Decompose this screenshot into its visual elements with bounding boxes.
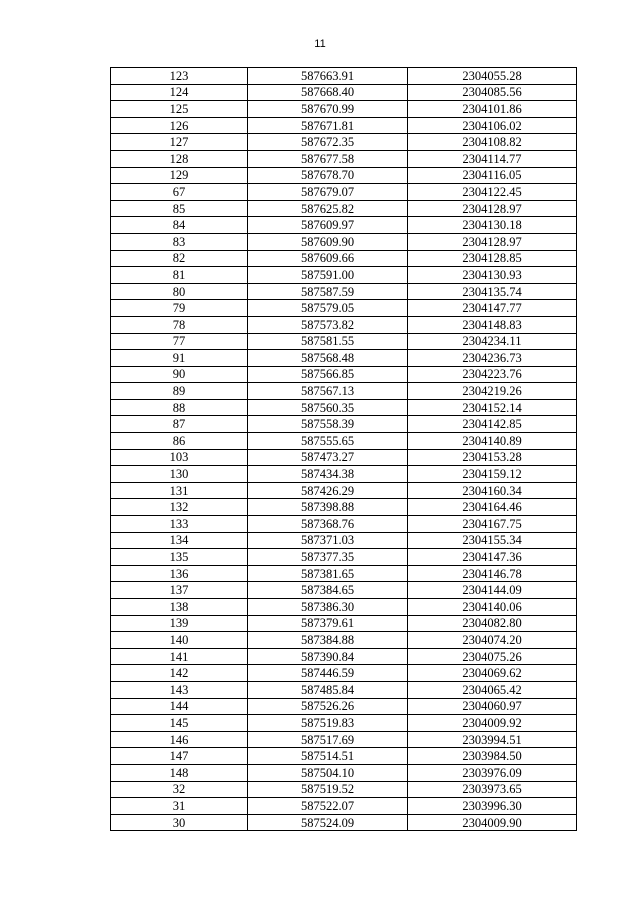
y-coordinate-cell: 2304160.34 xyxy=(408,482,577,499)
point-number-cell: 129 xyxy=(111,167,248,184)
y-coordinate-cell: 2304167.75 xyxy=(408,516,577,533)
point-number-cell: 31 xyxy=(111,798,248,815)
point-number-cell: 30 xyxy=(111,814,248,831)
x-coordinate-cell: 587379.61 xyxy=(248,615,408,632)
table-row xyxy=(111,350,577,367)
table-row xyxy=(111,466,577,483)
table-row xyxy=(111,366,577,383)
table-row xyxy=(111,300,577,317)
x-coordinate-cell: 587668.40 xyxy=(248,84,408,101)
point-number-cell: 147 xyxy=(111,748,248,765)
y-coordinate-cell: 2304116.05 xyxy=(408,167,577,184)
table-row xyxy=(111,582,577,599)
table-row xyxy=(111,516,577,533)
table-row xyxy=(111,482,577,499)
y-coordinate-cell: 2303976.09 xyxy=(408,764,577,781)
table-row xyxy=(111,798,577,815)
y-coordinate-cell: 2304065.42 xyxy=(408,681,577,698)
x-coordinate-cell: 587473.27 xyxy=(248,449,408,466)
y-coordinate-cell: 2304075.26 xyxy=(408,648,577,665)
table-row xyxy=(111,134,577,151)
y-coordinate-cell: 2304236.73 xyxy=(408,350,577,367)
x-coordinate-cell: 587485.84 xyxy=(248,681,408,698)
x-coordinate-cell: 587609.97 xyxy=(248,217,408,234)
point-number-cell: 136 xyxy=(111,565,248,582)
point-number-cell: 134 xyxy=(111,532,248,549)
x-coordinate-cell: 587672.35 xyxy=(248,134,408,151)
point-number-cell: 77 xyxy=(111,333,248,350)
point-number-cell: 143 xyxy=(111,681,248,698)
table-row xyxy=(111,101,577,118)
point-number-cell: 90 xyxy=(111,366,248,383)
point-number-cell: 89 xyxy=(111,383,248,400)
table-row xyxy=(111,632,577,649)
point-number-cell: 32 xyxy=(111,781,248,798)
point-number-cell: 138 xyxy=(111,599,248,616)
table-row xyxy=(111,333,577,350)
table-row xyxy=(111,283,577,300)
point-number-cell: 137 xyxy=(111,582,248,599)
x-coordinate-cell: 587426.29 xyxy=(248,482,408,499)
y-coordinate-cell: 2304128.97 xyxy=(408,200,577,217)
table-row xyxy=(111,781,577,798)
table-row xyxy=(111,217,577,234)
table-row xyxy=(111,499,577,516)
y-coordinate-cell: 2304122.45 xyxy=(408,184,577,201)
x-coordinate-cell: 587567.13 xyxy=(248,383,408,400)
x-coordinate-cell: 587609.66 xyxy=(248,250,408,267)
x-coordinate-cell: 587371.03 xyxy=(248,532,408,549)
table-row xyxy=(111,665,577,682)
point-number-cell: 80 xyxy=(111,283,248,300)
point-number-cell: 132 xyxy=(111,499,248,516)
x-coordinate-cell: 587581.55 xyxy=(248,333,408,350)
y-coordinate-cell: 2304148.83 xyxy=(408,316,577,333)
point-number-cell: 82 xyxy=(111,250,248,267)
table-row xyxy=(111,184,577,201)
y-coordinate-cell: 2304128.85 xyxy=(408,250,577,267)
point-number-cell: 83 xyxy=(111,233,248,250)
point-number-cell: 79 xyxy=(111,300,248,317)
x-coordinate-cell: 587522.07 xyxy=(248,798,408,815)
table-row xyxy=(111,599,577,616)
x-coordinate-cell: 587398.88 xyxy=(248,499,408,516)
point-number-cell: 124 xyxy=(111,84,248,101)
x-coordinate-cell: 587517.69 xyxy=(248,731,408,748)
x-coordinate-cell: 587560.35 xyxy=(248,399,408,416)
x-coordinate-cell: 587519.83 xyxy=(248,715,408,732)
y-coordinate-cell: 2304009.90 xyxy=(408,814,577,831)
x-coordinate-cell: 587671.81 xyxy=(248,117,408,134)
x-coordinate-cell: 587663.91 xyxy=(248,68,408,85)
x-coordinate-cell: 587678.70 xyxy=(248,167,408,184)
point-number-cell: 126 xyxy=(111,117,248,134)
y-coordinate-cell: 2304147.36 xyxy=(408,549,577,566)
x-coordinate-cell: 587519.52 xyxy=(248,781,408,798)
table-row xyxy=(111,267,577,284)
point-number-cell: 141 xyxy=(111,648,248,665)
table-row xyxy=(111,433,577,450)
x-coordinate-cell: 587514.51 xyxy=(248,748,408,765)
point-number-cell: 127 xyxy=(111,134,248,151)
y-coordinate-cell: 2303994.51 xyxy=(408,731,577,748)
y-coordinate-cell: 2304135.74 xyxy=(408,283,577,300)
y-coordinate-cell: 2304140.06 xyxy=(408,599,577,616)
point-number-cell: 91 xyxy=(111,350,248,367)
y-coordinate-cell: 2304055.28 xyxy=(408,68,577,85)
point-number-cell: 81 xyxy=(111,267,248,284)
x-coordinate-cell: 587384.88 xyxy=(248,632,408,649)
table-row xyxy=(111,731,577,748)
y-coordinate-cell: 2304164.46 xyxy=(408,499,577,516)
y-coordinate-cell: 2304234.11 xyxy=(408,333,577,350)
table-row xyxy=(111,200,577,217)
table-row xyxy=(111,150,577,167)
table-row xyxy=(111,615,577,632)
point-number-cell: 131 xyxy=(111,482,248,499)
table-row xyxy=(111,68,577,85)
table-row xyxy=(111,565,577,582)
table-row xyxy=(111,383,577,400)
point-number-cell: 84 xyxy=(111,217,248,234)
point-number-cell: 145 xyxy=(111,715,248,732)
x-coordinate-cell: 587677.58 xyxy=(248,150,408,167)
coordinates-table xyxy=(110,67,577,831)
point-number-cell: 87 xyxy=(111,416,248,433)
x-coordinate-cell: 587625.82 xyxy=(248,200,408,217)
point-number-cell: 78 xyxy=(111,316,248,333)
x-coordinate-cell: 587434.38 xyxy=(248,466,408,483)
x-coordinate-cell: 587670.99 xyxy=(248,101,408,118)
x-coordinate-cell: 587573.82 xyxy=(248,316,408,333)
table-row xyxy=(111,117,577,134)
point-number-cell: 135 xyxy=(111,549,248,566)
x-coordinate-cell: 587555.65 xyxy=(248,433,408,450)
table-row xyxy=(111,449,577,466)
y-coordinate-cell: 2304060.97 xyxy=(408,698,577,715)
x-coordinate-cell: 587524.09 xyxy=(248,814,408,831)
y-coordinate-cell: 2303984.50 xyxy=(408,748,577,765)
point-number-cell: 140 xyxy=(111,632,248,649)
page-number: 11 xyxy=(314,38,326,50)
point-number-cell: 130 xyxy=(111,466,248,483)
point-number-cell: 67 xyxy=(111,184,248,201)
y-coordinate-cell: 2304144.09 xyxy=(408,582,577,599)
table-row xyxy=(111,814,577,831)
table-row xyxy=(111,84,577,101)
y-coordinate-cell: 2304146.78 xyxy=(408,565,577,582)
y-coordinate-cell: 2304130.93 xyxy=(408,267,577,284)
y-coordinate-cell: 2304155.34 xyxy=(408,532,577,549)
table-row xyxy=(111,416,577,433)
x-coordinate-cell: 587384.65 xyxy=(248,582,408,599)
point-number-cell: 88 xyxy=(111,399,248,416)
y-coordinate-cell: 2304009.92 xyxy=(408,715,577,732)
table-row xyxy=(111,532,577,549)
x-coordinate-cell: 587679.07 xyxy=(248,184,408,201)
table-row xyxy=(111,748,577,765)
point-number-cell: 128 xyxy=(111,150,248,167)
y-coordinate-cell: 2304130.18 xyxy=(408,217,577,234)
x-coordinate-cell: 587368.76 xyxy=(248,516,408,533)
x-coordinate-cell: 587526.26 xyxy=(248,698,408,715)
y-coordinate-cell: 2304114.77 xyxy=(408,150,577,167)
y-coordinate-cell: 2304082.80 xyxy=(408,615,577,632)
coordinates-table-body xyxy=(111,68,577,831)
x-coordinate-cell: 587504.10 xyxy=(248,764,408,781)
point-number-cell: 123 xyxy=(111,68,248,85)
table-row xyxy=(111,764,577,781)
table-row xyxy=(111,698,577,715)
table-row xyxy=(111,316,577,333)
y-coordinate-cell: 2304108.82 xyxy=(408,134,577,151)
point-number-cell: 103 xyxy=(111,449,248,466)
point-number-cell: 139 xyxy=(111,615,248,632)
y-coordinate-cell: 2304152.14 xyxy=(408,399,577,416)
x-coordinate-cell: 587568.48 xyxy=(248,350,408,367)
x-coordinate-cell: 587446.59 xyxy=(248,665,408,682)
y-coordinate-cell: 2304106.02 xyxy=(408,117,577,134)
y-coordinate-cell: 2304085.56 xyxy=(408,84,577,101)
y-coordinate-cell: 2304074.20 xyxy=(408,632,577,649)
y-coordinate-cell: 2304159.12 xyxy=(408,466,577,483)
table-row xyxy=(111,250,577,267)
x-coordinate-cell: 587566.85 xyxy=(248,366,408,383)
point-number-cell: 144 xyxy=(111,698,248,715)
table-row xyxy=(111,681,577,698)
y-coordinate-cell: 2304153.28 xyxy=(408,449,577,466)
x-coordinate-cell: 587377.35 xyxy=(248,549,408,566)
table-row xyxy=(111,648,577,665)
x-coordinate-cell: 587381.65 xyxy=(248,565,408,582)
table-row xyxy=(111,167,577,184)
x-coordinate-cell: 587386.30 xyxy=(248,599,408,616)
x-coordinate-cell: 587390.84 xyxy=(248,648,408,665)
x-coordinate-cell: 587579.05 xyxy=(248,300,408,317)
y-coordinate-cell: 2304142.85 xyxy=(408,416,577,433)
y-coordinate-cell: 2304223.76 xyxy=(408,366,577,383)
point-number-cell: 142 xyxy=(111,665,248,682)
table-row xyxy=(111,233,577,250)
table-row xyxy=(111,549,577,566)
y-coordinate-cell: 2303996.30 xyxy=(408,798,577,815)
x-coordinate-cell: 587591.00 xyxy=(248,267,408,284)
point-number-cell: 146 xyxy=(111,731,248,748)
x-coordinate-cell: 587587.59 xyxy=(248,283,408,300)
point-number-cell: 86 xyxy=(111,433,248,450)
y-coordinate-cell: 2304101.86 xyxy=(408,101,577,118)
y-coordinate-cell: 2303973.65 xyxy=(408,781,577,798)
point-number-cell: 133 xyxy=(111,516,248,533)
table-row xyxy=(111,715,577,732)
x-coordinate-cell: 587609.90 xyxy=(248,233,408,250)
table-row xyxy=(111,399,577,416)
y-coordinate-cell: 2304069.62 xyxy=(408,665,577,682)
point-number-cell: 85 xyxy=(111,200,248,217)
x-coordinate-cell: 587558.39 xyxy=(248,416,408,433)
point-number-cell: 125 xyxy=(111,101,248,118)
y-coordinate-cell: 2304219.26 xyxy=(408,383,577,400)
y-coordinate-cell: 2304140.89 xyxy=(408,433,577,450)
y-coordinate-cell: 2304147.77 xyxy=(408,300,577,317)
point-number-cell: 148 xyxy=(111,764,248,781)
y-coordinate-cell: 2304128.97 xyxy=(408,233,577,250)
